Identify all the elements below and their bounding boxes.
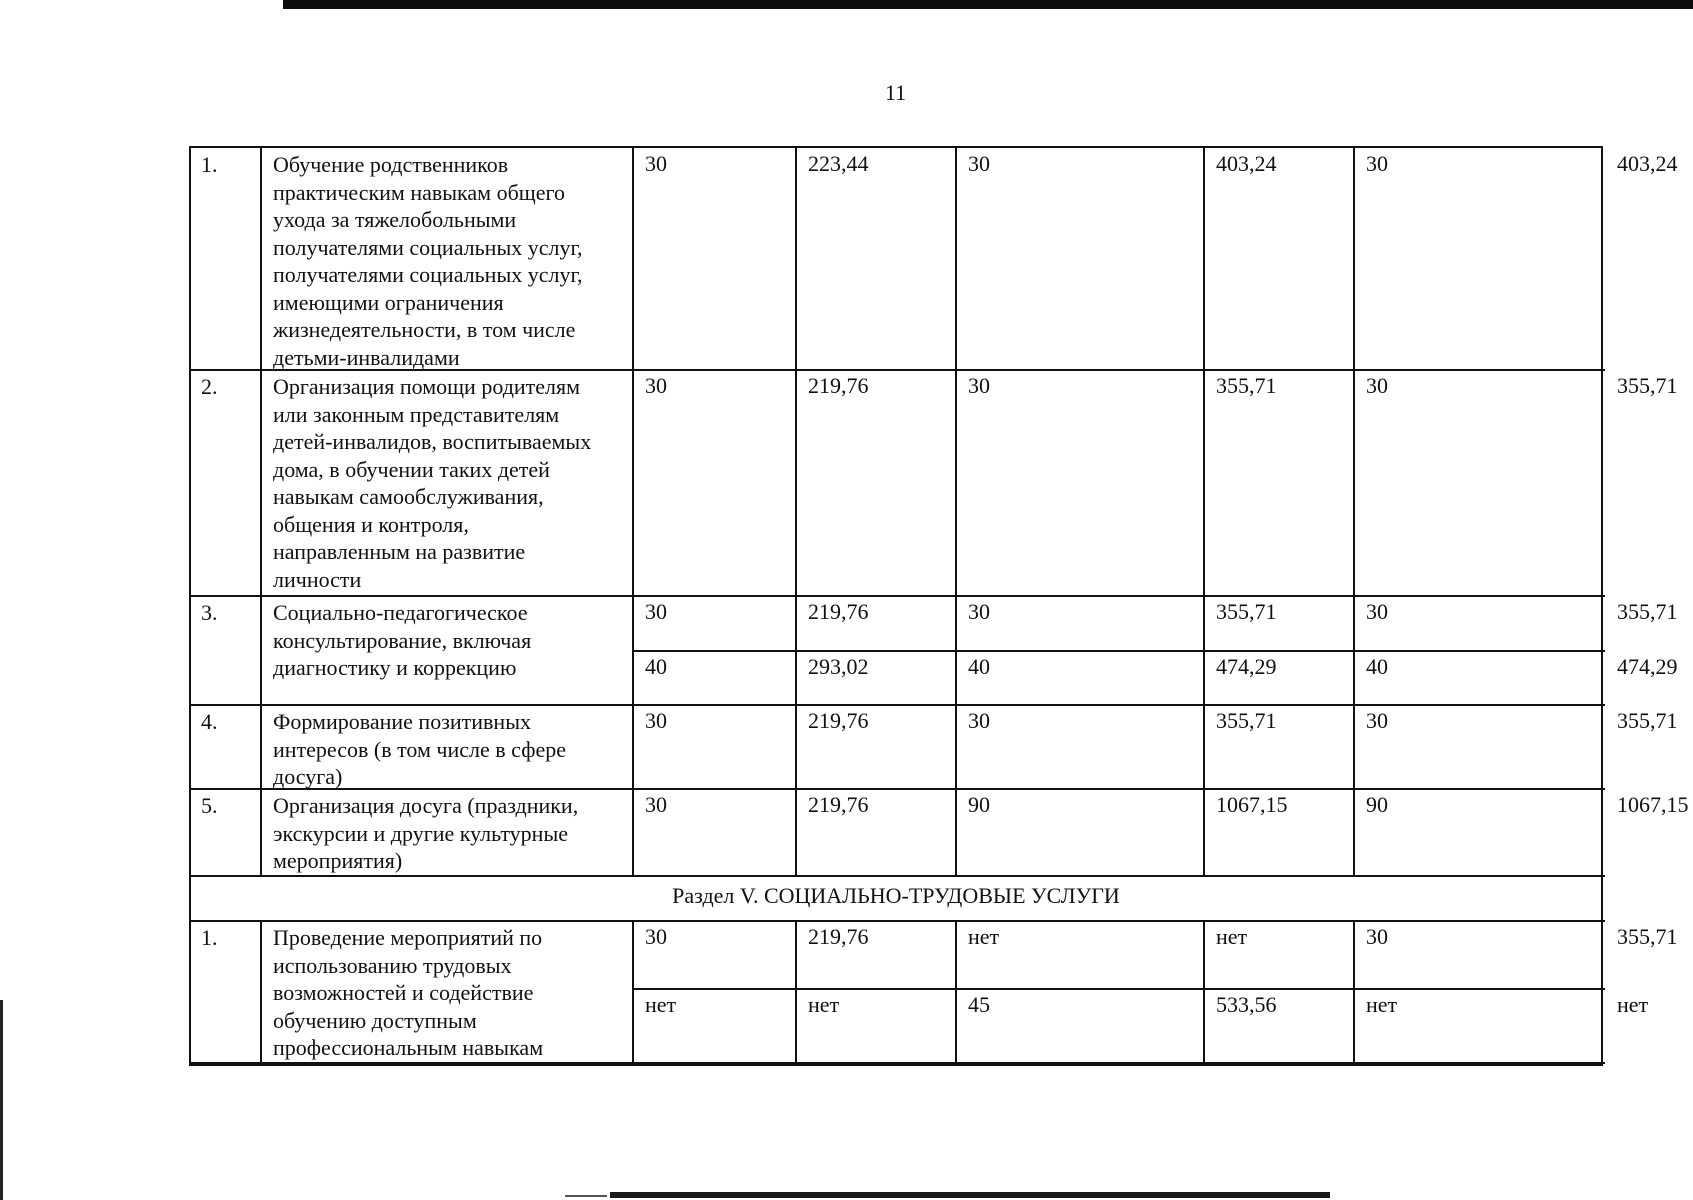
value-cell: 30 bbox=[1366, 924, 1388, 949]
service-name-line: получателями социальных услуг, bbox=[273, 262, 583, 287]
service-name-line: имеющими ограничения bbox=[273, 289, 504, 315]
rows-col-border bbox=[1203, 789, 1205, 876]
value-cell: 403,24 bbox=[1617, 151, 1678, 176]
rows-col-border bbox=[795, 148, 797, 370]
value-cell: 30 bbox=[1366, 151, 1388, 176]
value-cell: 30 bbox=[1366, 373, 1388, 398]
value-cell: нет bbox=[1617, 992, 1649, 1017]
service-name-line: Социально-педагогическое bbox=[273, 600, 528, 625]
value-cell: 355,71 bbox=[1216, 599, 1277, 624]
rows-row-border bbox=[191, 595, 1605, 597]
row-number: 2. bbox=[201, 374, 218, 399]
rows-col-border bbox=[260, 370, 262, 596]
value-cell: 40 bbox=[1366, 654, 1388, 679]
value-cell: 219,76 bbox=[808, 373, 869, 398]
value-cell: 1067,15 bbox=[1617, 792, 1689, 817]
value-cell: 355,71 bbox=[1216, 373, 1277, 398]
value-cell: нет bbox=[645, 992, 677, 1017]
value-cell: 219,76 bbox=[808, 792, 869, 817]
value-cell: 293,02 bbox=[808, 654, 869, 679]
service-name-line: Проведение мероприятий по bbox=[273, 925, 543, 950]
value-cell: 40 bbox=[968, 654, 990, 679]
value-cell: 30 bbox=[1366, 599, 1388, 624]
row-number: 1. bbox=[201, 925, 218, 950]
rows-col-border bbox=[1203, 148, 1205, 370]
rows-col-border bbox=[1353, 705, 1355, 789]
value-cell: нет bbox=[968, 924, 1000, 949]
value-cell: 355,71 bbox=[1617, 373, 1678, 398]
rows-col-border bbox=[1203, 705, 1205, 789]
section-border bbox=[191, 920, 1605, 922]
value-cell: 1067,15 bbox=[1216, 792, 1288, 817]
service-name-line: навыкам самообслуживания, bbox=[273, 484, 544, 509]
service-name-line: диагностику и коррекцию bbox=[273, 655, 517, 680]
rows-col-border bbox=[955, 148, 957, 370]
rows-col-border bbox=[1353, 148, 1355, 370]
section_rows-row-border bbox=[191, 1062, 1605, 1064]
rows-subrow-border bbox=[633, 650, 1605, 652]
value-cell: 219,76 bbox=[808, 924, 869, 949]
rows-col-border bbox=[795, 705, 797, 789]
rows-col-border bbox=[795, 370, 797, 596]
section_rows-col-border bbox=[955, 921, 957, 1063]
value-cell: 30 bbox=[645, 708, 667, 733]
value-cell: 90 bbox=[1366, 792, 1388, 817]
service-name-line: дома, в обучении таких детей bbox=[273, 456, 550, 482]
service-name-line: ухода за тяжелобольными bbox=[273, 207, 517, 232]
rows-col-border bbox=[632, 370, 634, 596]
value-cell: 45 bbox=[968, 992, 990, 1017]
service-name-line: общения и контроля, bbox=[273, 511, 469, 537]
value-cell: 30 bbox=[968, 599, 990, 624]
value-cell: 30 bbox=[968, 373, 990, 398]
section_rows-col-border bbox=[795, 921, 797, 1063]
service-name-line: практическим навыкам общего bbox=[273, 179, 565, 205]
rows-col-border bbox=[955, 789, 957, 876]
rows-col-border bbox=[1353, 789, 1355, 876]
scan-bottom-dash bbox=[565, 1195, 607, 1197]
row-number: 4. bbox=[201, 709, 218, 734]
value-cell: 474,29 bbox=[1216, 654, 1277, 679]
rows-col-border bbox=[260, 148, 262, 370]
scan-top-bar bbox=[283, 0, 1693, 9]
value-cell: 40 bbox=[645, 654, 667, 679]
service-name-line: получателями социальных услуг, bbox=[273, 234, 583, 260]
section_rows-col-border bbox=[1353, 921, 1355, 1063]
service-name-line: экскурсии и другие культурные bbox=[273, 820, 569, 846]
rows-col-border bbox=[260, 789, 262, 876]
value-cell: 30 bbox=[645, 151, 667, 176]
service-name-line: возможностей и содействие bbox=[273, 980, 534, 1005]
rows-col-border bbox=[632, 705, 634, 789]
value-cell: нет bbox=[1366, 992, 1398, 1017]
tariff-table bbox=[189, 146, 1689, 1066]
service-name-line: или законным представителям bbox=[273, 401, 560, 427]
service-name-line: консультирование, включая bbox=[273, 627, 532, 653]
section_rows-col-border bbox=[632, 921, 634, 1063]
rows-col-border bbox=[260, 705, 262, 789]
service-name-line: использованию трудовых bbox=[273, 952, 512, 978]
service-name-line: досуга) bbox=[273, 764, 343, 789]
value-cell: 90 bbox=[968, 792, 990, 817]
service-name-line: профессиональным навыкам bbox=[273, 1035, 544, 1060]
service-name-line: детей-инвалидов, воспитываемых bbox=[273, 429, 592, 454]
value-cell: 30 bbox=[968, 708, 990, 733]
value-cell: 219,76 bbox=[808, 708, 869, 733]
row-number: 5. bbox=[201, 793, 218, 818]
rows-row-border bbox=[191, 788, 1605, 790]
rows-col-border bbox=[795, 789, 797, 876]
section_rows-subrow-border bbox=[633, 988, 1605, 990]
rows-row-border bbox=[191, 704, 1605, 706]
value-cell: 30 bbox=[1366, 708, 1388, 733]
service-name-line: личности bbox=[273, 566, 362, 592]
service-name-line: направленным на развитие bbox=[273, 539, 526, 564]
value-cell: 30 bbox=[645, 924, 667, 949]
row-number: 3. bbox=[201, 600, 218, 625]
value-cell: 355,71 bbox=[1617, 708, 1678, 733]
value-cell: 474,29 bbox=[1617, 654, 1678, 679]
service-name-line: Организация помощи родителям bbox=[273, 374, 581, 399]
row-number: 1. bbox=[201, 152, 218, 177]
service-name-line: интересов (в том числе в сфере bbox=[273, 736, 566, 762]
value-cell: 355,71 bbox=[1617, 599, 1678, 624]
value-cell: 355,71 bbox=[1617, 924, 1678, 949]
section_rows-col-border bbox=[1203, 921, 1205, 1063]
value-cell: 223,44 bbox=[808, 151, 869, 176]
value-cell: 30 bbox=[645, 373, 667, 398]
rows-col-border bbox=[955, 370, 957, 596]
value-cell: нет bbox=[1216, 924, 1248, 949]
value-cell: 219,76 bbox=[808, 599, 869, 624]
rows-col-border bbox=[955, 705, 957, 789]
service-name-line: Обучение родственников bbox=[273, 152, 509, 177]
rows-col-border bbox=[1353, 370, 1355, 596]
service-name-line: Формирование позитивных bbox=[273, 709, 531, 734]
value-cell: 30 bbox=[645, 792, 667, 817]
service-name-line: Организация досуга (праздники, bbox=[273, 793, 579, 818]
value-cell: 533,56 bbox=[1216, 992, 1277, 1017]
rows-col-border bbox=[260, 596, 262, 705]
rows-col-border bbox=[632, 148, 634, 370]
page-number: 11 bbox=[885, 80, 907, 105]
value-cell: 355,71 bbox=[1216, 708, 1277, 733]
scan-left-edge bbox=[0, 1000, 3, 1200]
scan-bottom-bar bbox=[610, 1192, 1330, 1198]
value-cell: 30 bbox=[645, 599, 667, 624]
service-name-line: мероприятия) bbox=[273, 848, 403, 873]
service-name-line: обучению доступным bbox=[273, 1007, 477, 1033]
section_rows-col-border bbox=[260, 921, 262, 1063]
value-cell: 30 bbox=[968, 151, 990, 176]
section-title: Раздел V. СОЦИАЛЬНО-ТРУДОВЫЕ УСЛУГИ bbox=[672, 883, 1120, 908]
value-cell: 403,24 bbox=[1216, 151, 1277, 176]
rows-row-border bbox=[191, 875, 1605, 877]
rows-col-border bbox=[1203, 370, 1205, 596]
service-name-line: детьми-инвалидами bbox=[273, 344, 460, 370]
value-cell: нет bbox=[808, 992, 840, 1017]
service-name-line: жизнедеятельности, в том числе bbox=[273, 317, 576, 342]
rows-col-border bbox=[632, 789, 634, 876]
